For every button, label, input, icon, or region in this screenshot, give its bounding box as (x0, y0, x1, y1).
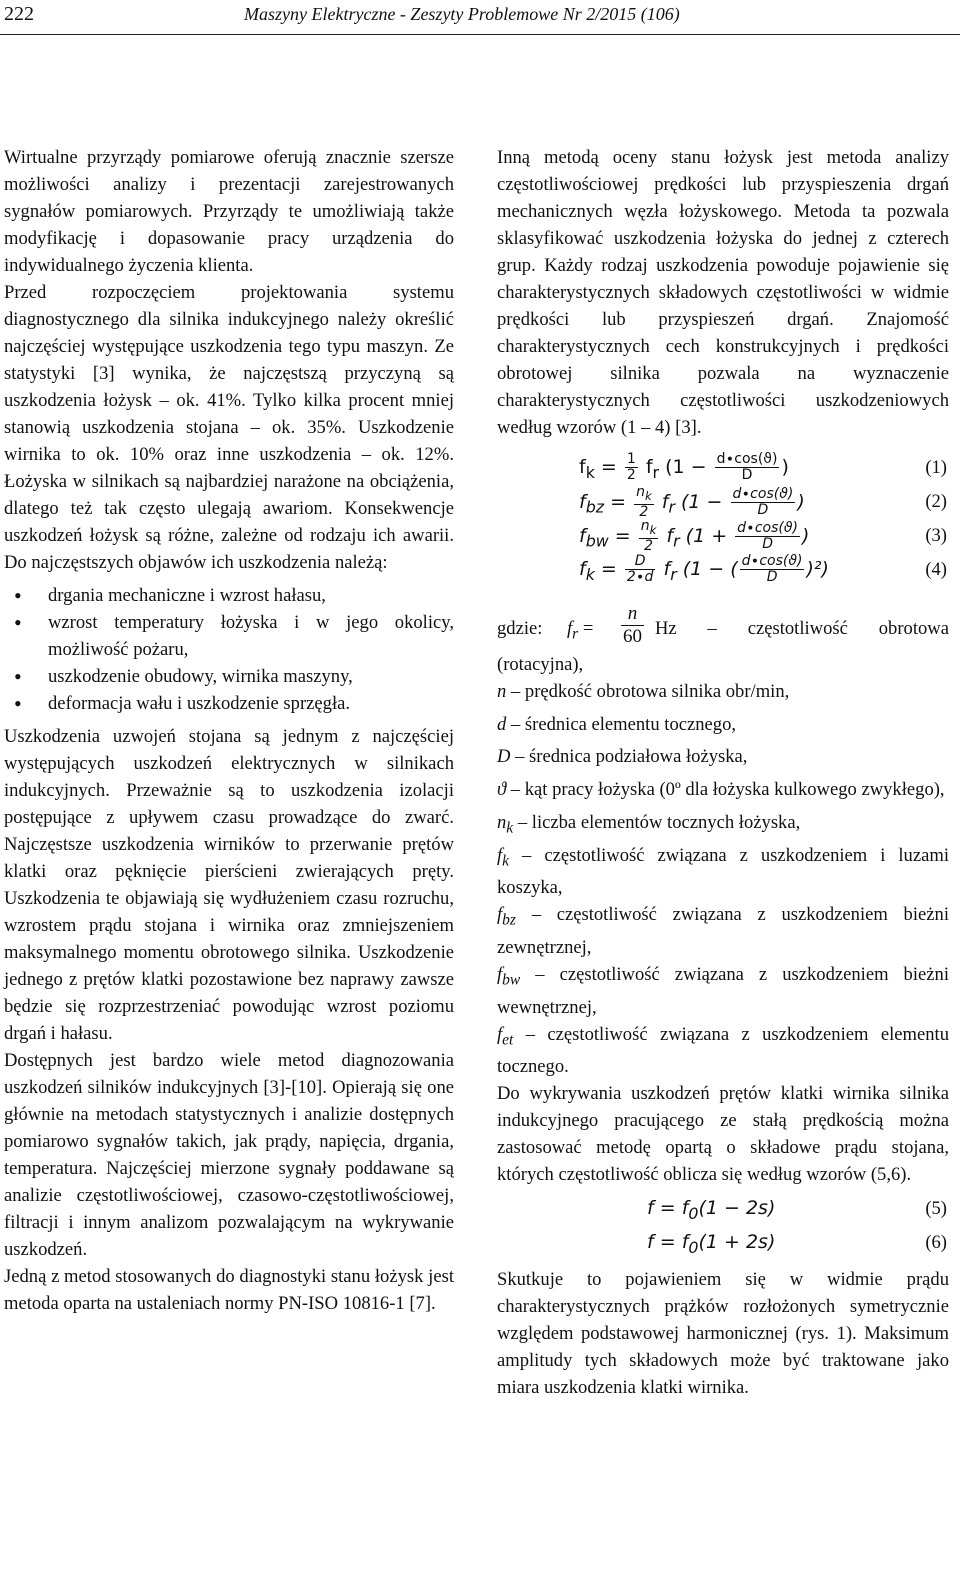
formula: $f_k$ = $\frac{D}{2\cdot d}$ $f_r$ (1 − ( $\frac{d\cdot\cos(ϑ)}{D}$ )²) (579, 553, 829, 585)
frequency-definition: gdzie: $f_r$ = $\frac{n}{60}$ Hz – częstotliwość obrotowa (497, 603, 949, 647)
paragraph: Inną metodą oceny stanu łożysk jest metoda analizy częstotliwościowej prędkości lub przyspieszenia drgań mechanicznych węzła łożyskowego. Metoda ta pozwala sklasyfikować uszkodzenia łożyska do jednej z czterech grup. Każdy rodzaj uszkodzenia powoduje pojawienie się charakterystycznych składowych częstotliwości w widmie prędkości lub przyspieszeń drgań. Znajomość charakterystycznych cech konstrukcyjnych i prędkości obrotowej silnika pozwala na wyznaczenie charakterystycznych częstotliwości uszkodzeniowych według wzorów (1 – 4) [3]. (497, 147, 949, 438)
journal-title: Maszyny Elektryczne - Zeszyty Problemowe Nr 2/2015 (106) (244, 4, 680, 24)
paragraph: Wirtualne przyrządy pomiarowe oferują znacznie szersze możliwości analizy i prezentacji zarejestrowanych sygnałów pomiarowych. Przyrządy te umożliwiają także modyfikację i dopasowanie pracy urządzenia do indywidualnego życzenia klienta. (4, 147, 454, 276)
equation-number: (2) (925, 491, 947, 512)
definition-item: $f_k$ – częstotliwość związana z uszkodzeniem i luzami koszyka, (497, 844, 949, 899)
equation-5 (497, 1192, 949, 1226)
paragraph: Jedną z metod stosowanych do diagnostyki stanu łożysk jest metoda oparta na ustaleniach normy PN-ISO 10816-1 [7]. (4, 1266, 454, 1314)
formula: $f = f_0(1 - 2s)$ (647, 1197, 776, 1224)
list-item: • uszkodzenie obudowy, wirnika maszyny, (4, 663, 454, 690)
definition-item: D – średnica podziałowa łożyska, (497, 746, 748, 768)
formula: $f_k$ = $\frac{1}{2}$ $f_r$ (1 − $\frac{d\cdot\cos(ϑ)}{D}$ ) (579, 451, 789, 483)
definition-continuation: (rotacyjna), (497, 654, 584, 675)
equation-number: (6) (925, 1232, 947, 1254)
list-item: • deformacja wału i uszkodzenie sprzęgła. (4, 690, 454, 717)
formula: $f_{bw}$ = $\frac{n_k}{2}$ $f_r$ (1 + $\frac{d\cdot\cos(ϑ)}{D}$ ) (579, 518, 810, 554)
right-column (497, 144, 949, 1401)
paragraph: Skutkuje to pojawieniem się w widmie prądu charakterystycznych prążków rozłożonych symetrycznie względem podstawowej harmonicznej (rys. 1). Maksimum amplitudy tych składowych może być traktowane jako miara uszkodzenia klatki wirnika. (497, 1269, 949, 1399)
equation-number: (5) (925, 1198, 947, 1220)
page-header (0, 0, 960, 35)
equation-number: (4) (925, 559, 947, 580)
paragraph: Uszkodzenia uzwojeń stojana są jednym z najczęściej występujących uszkodzeń elektrycznych w silnikach indukcyjnych. Przeważnie są to uszkodzenia izolacji postępujące z upływem czasu prowadzące do zwarć. Najczęstsze uszkodzenia wirników to przerwanie prętów klatki oraz pęknięcie pierścieni zwierających pręty. Uszkodzenia te objawiają się wydłużeniem czasu rozruchu, wzrostem prądu stojana i wirnika oraz zmniejszeniem maksymalnego momentu obrotowego silnika. Uszkodzenie jednego z prętów klatki pozostawione bez naprawy zawsze będzie się rozprzestrzeniać powodując wzrost poziomu drgań i hałasu. (4, 726, 454, 1044)
page-number: 222 (4, 3, 34, 25)
equation-3 (497, 519, 949, 553)
equation-1 (497, 451, 949, 485)
definition-item: $f_{et}$ – częstotliwość związana z uszkodzeniem elementu tocznego. (497, 1023, 949, 1078)
formula: $f = f_0(1 + 2s)$ (647, 1231, 776, 1258)
list-item: • drgania mechaniczne i wzrost hałasu, (4, 582, 454, 609)
left-column (4, 144, 454, 1317)
equation-number: (3) (925, 525, 947, 546)
symptom-list (4, 582, 454, 717)
formula: $f_{bz}$ = $\frac{n_k}{2}$ $f_r$ (1 − $\frac{d\cdot\cos(ϑ)}{D}$ ) (579, 484, 805, 520)
definition-item: n – prędkość obrotowa silnika obr/min, (497, 681, 790, 702)
equation-number: (1) (925, 457, 947, 478)
definition-item: $f_{bw}$ – częstotliwość związana z uszkodzeniem bieżni wewnętrznej, (497, 964, 949, 1018)
definition-item: $f_{bz}$ – częstotliwość związana z uszkodzeniem bieżni zewnętrznej, (497, 904, 949, 959)
definition-item: d – średnica elementu tocznego, (497, 713, 737, 735)
paragraph: Przed rozpoczęciem projektowania systemu diagnostycznego dla silnika indukcyjnego należy określić najczęściej występujące uszkodzenia tego typu maszyn. Ze statystyki [3] wynika, że najczęstszą przyczyną są uszkodzenia łożysk – ok. 41%. Tylko kilka procent mniej stanowią uszkodzenia stojana – ok. 35%. Uszkodzenie wirnika to ok. 10% oraz inne uszkodzenia – ok. 12%. Łożyska w silnikach są najbardziej narażone na obciążenia, dlatego też tak często ulegają awariom. Konsekwencje uszkodzeń łożysk są różne, zależne od rodzaju ich awarii. Do najczęstszych objawów ich uszkodzenia należą: (4, 282, 454, 573)
equation-2 (497, 485, 949, 519)
definition-item: ϑ – kąt pracy łożyska (0º dla łożyska kulkowego zwykłego), (497, 779, 945, 801)
list-item: • wzrost temperatury łożyska i w jego okolicy, możliwość pożaru, (4, 609, 454, 663)
paragraph: Dostępnych jest bardzo wiele metod diagnozowania uszkodzeń silników indukcyjnych [3]-[10]. Opierają się one głównie na metodach statystycznych i analizie dostępnych pomiarowo sygnałów takich, jak prądy, napięcia, drgania, temperatura. Najczęściej mierzone sygnały poddawane są analizie częstotliwościowej, czasowo-częstotliwościowej, filtracji i innym analizom pozwalającym na wykrywanie uszkodzeń. (4, 1050, 454, 1260)
equation-6 (497, 1226, 949, 1260)
equation-4 (497, 553, 949, 593)
paragraph: Do wykrywania uszkodzeń prętów klatki wirnika silnika indukcyjnego pracującego ze stałą prędkością można zastosować metodę opartą o składowe prądu stojana, których częstotliwość oblicza się według wzorów (5,6). (497, 1083, 949, 1186)
definition-item: $n_k$ – liczba elementów tocznych łożyska, (497, 811, 801, 837)
